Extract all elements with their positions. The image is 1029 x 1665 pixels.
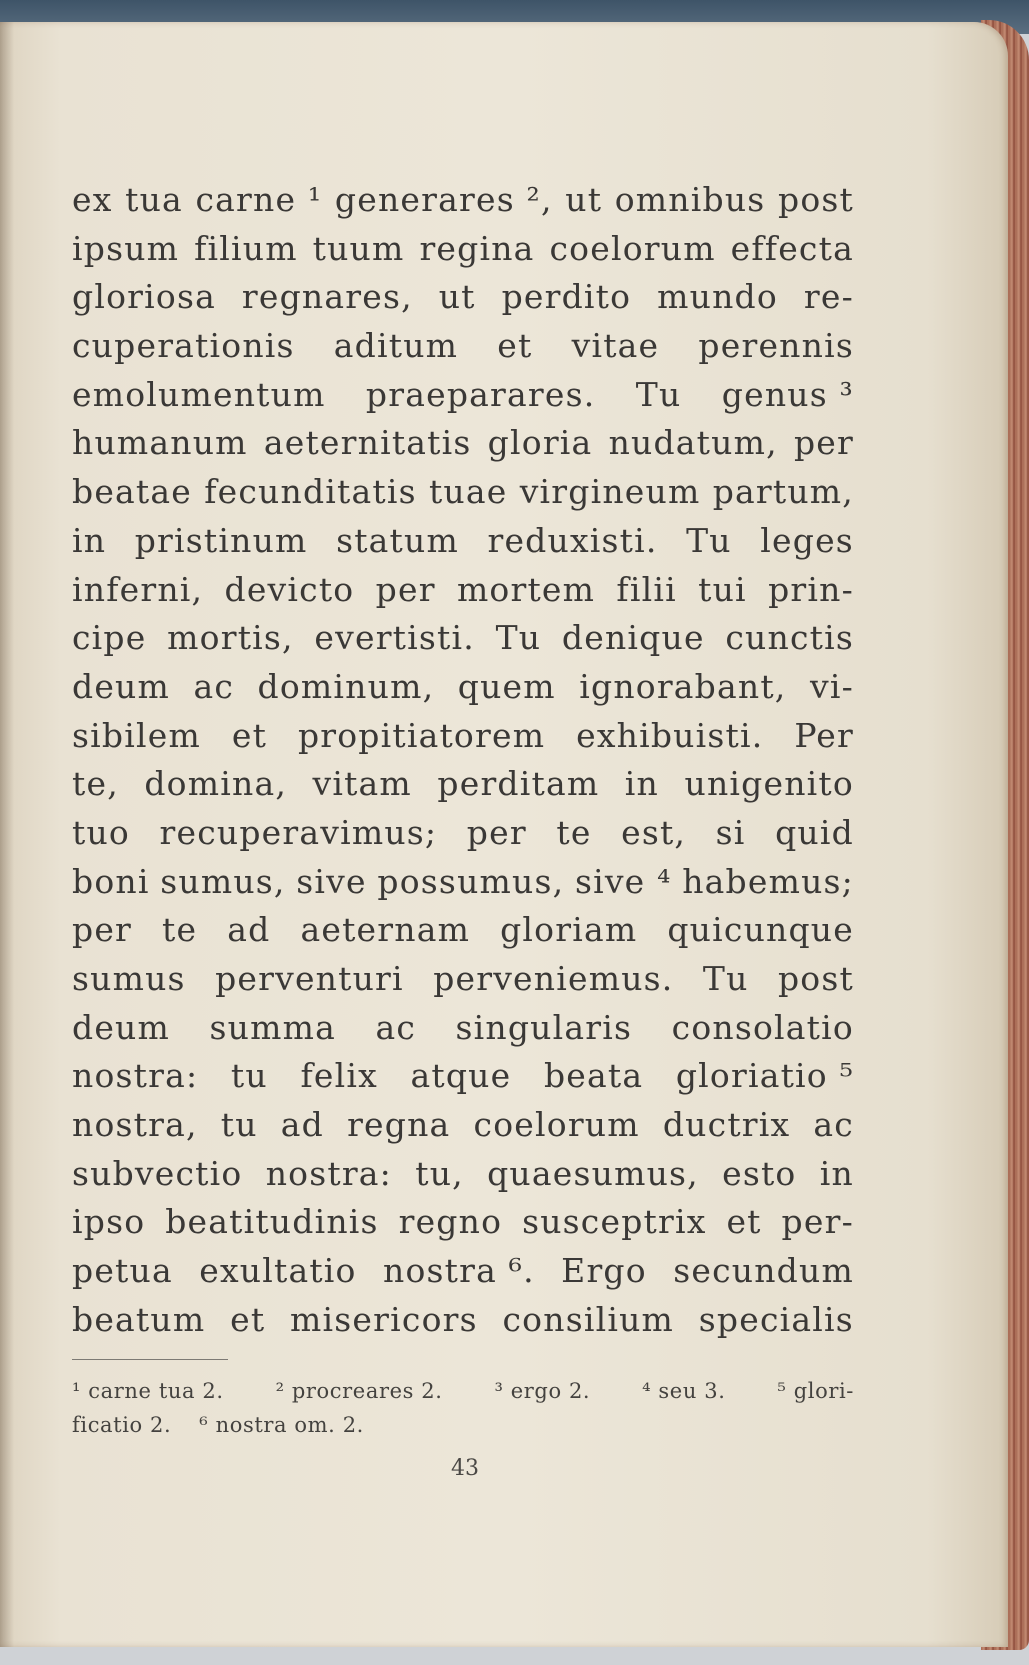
word: ipso xyxy=(72,1202,146,1242)
word: Tu xyxy=(635,374,682,414)
word: humanum xyxy=(72,423,248,463)
word: et xyxy=(230,1299,266,1339)
word: recuperavimus; xyxy=(159,812,438,852)
word: sibilem xyxy=(72,715,201,755)
word: singularis xyxy=(455,1007,633,1047)
word: tu xyxy=(220,1105,258,1145)
word: nostra: xyxy=(265,1153,392,1193)
text-line xyxy=(72,712,854,761)
word: gloriosa xyxy=(72,277,216,317)
word: boni xyxy=(72,861,150,901)
word: prin- xyxy=(768,569,854,609)
word: vitam xyxy=(312,764,412,804)
word: per xyxy=(375,569,436,609)
word: beatum xyxy=(72,1299,206,1339)
word: ignorabant, xyxy=(579,666,787,706)
page-number: 43 xyxy=(451,1456,479,1481)
word: domina, xyxy=(144,764,288,804)
word: ac xyxy=(375,1007,417,1047)
word: te, xyxy=(72,764,119,804)
word: misericors xyxy=(290,1299,478,1339)
word: et xyxy=(726,1202,762,1242)
text-line xyxy=(72,614,854,663)
footnotes xyxy=(72,1374,854,1442)
word: Tu xyxy=(702,959,749,998)
word: generares ², xyxy=(334,180,553,219)
word: possumus, xyxy=(377,861,565,901)
word: exultatio xyxy=(199,1251,357,1291)
footnote-line xyxy=(72,1374,854,1408)
word: dominum, xyxy=(257,666,435,706)
word: coelorum xyxy=(473,1105,640,1145)
word: gloriam xyxy=(500,910,638,950)
word: si xyxy=(715,812,746,852)
word: fecunditatis xyxy=(204,472,417,512)
word: nostra ⁶. xyxy=(383,1251,535,1291)
word: Tu xyxy=(686,520,732,560)
word: gloriatio ⁵ xyxy=(675,1056,854,1096)
footnote-rule xyxy=(72,1359,228,1360)
word: per xyxy=(72,910,133,950)
gutter-shadow xyxy=(0,22,14,1647)
word: summa xyxy=(209,1007,336,1047)
word: mundo xyxy=(657,277,778,317)
word: carne ¹ xyxy=(195,180,323,219)
word: aeternitatis xyxy=(263,423,472,463)
word: beatae xyxy=(72,472,192,512)
word: devicto xyxy=(224,569,355,609)
word: per xyxy=(466,812,527,852)
footnote-line xyxy=(72,1408,854,1442)
word: filii xyxy=(616,569,677,609)
word: subvectio xyxy=(72,1153,243,1193)
word: statum xyxy=(336,520,459,560)
word: emolumentum xyxy=(72,374,326,414)
word: exhibuisti. xyxy=(576,715,764,755)
text-line xyxy=(72,955,854,1004)
word: beata xyxy=(543,1056,644,1096)
text-line xyxy=(72,225,854,274)
word: esto xyxy=(722,1153,797,1193)
word: tuae xyxy=(428,472,508,512)
word: nostra, xyxy=(72,1105,198,1145)
word: evertisti. xyxy=(314,618,475,658)
word: per xyxy=(793,423,854,463)
word: et xyxy=(231,715,268,755)
word: deum xyxy=(72,666,170,706)
word: sumus xyxy=(72,959,186,998)
word: ut xyxy=(565,180,603,219)
word: nostra: xyxy=(72,1056,199,1096)
word: quid xyxy=(775,812,854,852)
word: effecta xyxy=(730,228,854,268)
word: Ergo xyxy=(561,1251,647,1291)
word: in xyxy=(72,520,107,560)
word: tui xyxy=(698,569,747,609)
text-line xyxy=(72,1296,854,1345)
word: omnibus xyxy=(614,180,766,219)
word: ex xyxy=(72,180,113,219)
word: aditum xyxy=(333,326,459,366)
text-line xyxy=(72,468,854,517)
text-line xyxy=(72,419,854,468)
footnote-entry: ⁴ seu 3. xyxy=(642,1379,726,1403)
word: in xyxy=(624,764,660,804)
text-line xyxy=(72,322,854,371)
word: regna xyxy=(347,1105,451,1145)
word: unigenito xyxy=(684,764,854,804)
word: perennis xyxy=(698,326,854,366)
word: quaesumus, xyxy=(487,1153,699,1193)
word: virgineum xyxy=(519,472,701,512)
text-line xyxy=(72,906,854,955)
word: et xyxy=(497,326,533,366)
word: ac xyxy=(193,666,235,706)
word: aeternam xyxy=(300,910,471,950)
word: filium xyxy=(194,228,298,268)
word: mortem xyxy=(456,569,596,609)
word: ad xyxy=(227,910,271,950)
text-line xyxy=(72,858,854,907)
word: quem xyxy=(457,666,556,706)
word: per- xyxy=(781,1202,854,1242)
word: praeparares. xyxy=(365,374,596,414)
word: Tu xyxy=(495,618,542,658)
word: cunctis xyxy=(725,618,854,658)
word: re- xyxy=(803,277,854,317)
word: tu, xyxy=(415,1153,464,1193)
word: sive xyxy=(296,861,367,901)
word: reduxisti. xyxy=(487,520,658,560)
word: regnares, xyxy=(241,277,413,317)
body-text xyxy=(72,176,854,1345)
text-line xyxy=(72,1198,854,1247)
word: cipe xyxy=(72,618,147,658)
word: ad xyxy=(280,1105,324,1145)
word: cuperationis xyxy=(72,326,295,366)
word: petua xyxy=(72,1251,173,1291)
word: regno xyxy=(398,1202,503,1242)
word: te xyxy=(162,910,198,950)
word: partum, xyxy=(712,472,854,512)
word: te xyxy=(556,812,592,852)
word: perveniemus. xyxy=(433,959,674,998)
footnote-entry: ⁶ nostra om. 2. xyxy=(199,1413,364,1437)
word: felix xyxy=(300,1056,378,1096)
word: beatitudinis xyxy=(165,1202,379,1242)
word: nudatum, xyxy=(608,423,778,463)
word: mortis, xyxy=(167,618,294,658)
word: tua xyxy=(125,180,183,219)
word: perventuri xyxy=(215,959,404,998)
word: regina xyxy=(419,228,535,268)
word: consolatio xyxy=(671,1007,854,1047)
footnote-entry: ⁵ glori- xyxy=(777,1379,854,1403)
text-line xyxy=(72,809,854,858)
text-line xyxy=(72,1004,854,1053)
word: habemus; xyxy=(682,861,854,901)
footnote-entry: ³ ergo 2. xyxy=(494,1379,591,1403)
word: perditam xyxy=(437,764,600,804)
text-line xyxy=(72,176,854,225)
footnote-entry: ¹ carne tua 2. xyxy=(72,1379,224,1403)
word: deum xyxy=(72,1007,170,1047)
word: vitae xyxy=(571,326,660,366)
text-line xyxy=(72,1247,854,1296)
word: vi- xyxy=(809,666,854,706)
word: tu xyxy=(230,1056,268,1096)
word: denique xyxy=(561,618,705,658)
word: ac xyxy=(813,1105,854,1145)
word: tuum xyxy=(312,228,405,268)
word: atque xyxy=(410,1056,512,1096)
text-line xyxy=(72,663,854,712)
word: specialis xyxy=(698,1299,854,1339)
word: sumus, xyxy=(160,861,286,901)
word: inferni, xyxy=(72,569,204,609)
word: propitiatorem xyxy=(297,715,546,755)
word: perdito xyxy=(501,277,632,317)
word: quicunque xyxy=(667,910,854,950)
word: est, xyxy=(621,812,687,852)
text-line xyxy=(72,760,854,809)
word: coelorum xyxy=(549,228,716,268)
word: ut xyxy=(438,277,476,317)
word: leges xyxy=(760,520,854,560)
footnote-entry: ficatio 2. xyxy=(72,1413,172,1437)
footnote-entry: ² procreares 2. xyxy=(275,1379,443,1403)
word: ductrix xyxy=(662,1105,791,1145)
text-line xyxy=(72,517,854,566)
word: secundum xyxy=(673,1251,854,1291)
word: sive ⁴ xyxy=(574,861,672,901)
text-line xyxy=(72,566,854,615)
text-line xyxy=(72,1101,854,1150)
word: post xyxy=(778,180,854,219)
word: susceptrix xyxy=(522,1202,707,1242)
word: post xyxy=(777,959,854,998)
text-line xyxy=(72,1052,854,1101)
word: in xyxy=(819,1153,854,1193)
word: consilium xyxy=(502,1299,675,1339)
word: gloria xyxy=(487,423,593,463)
text-line xyxy=(72,371,854,420)
text-line xyxy=(72,273,854,322)
word: genus ³ xyxy=(721,374,854,414)
text-line xyxy=(72,1150,854,1199)
word: Per xyxy=(794,715,854,755)
word: pristinum xyxy=(134,520,308,560)
word: tuo xyxy=(72,812,130,852)
word: ipsum xyxy=(72,228,180,268)
